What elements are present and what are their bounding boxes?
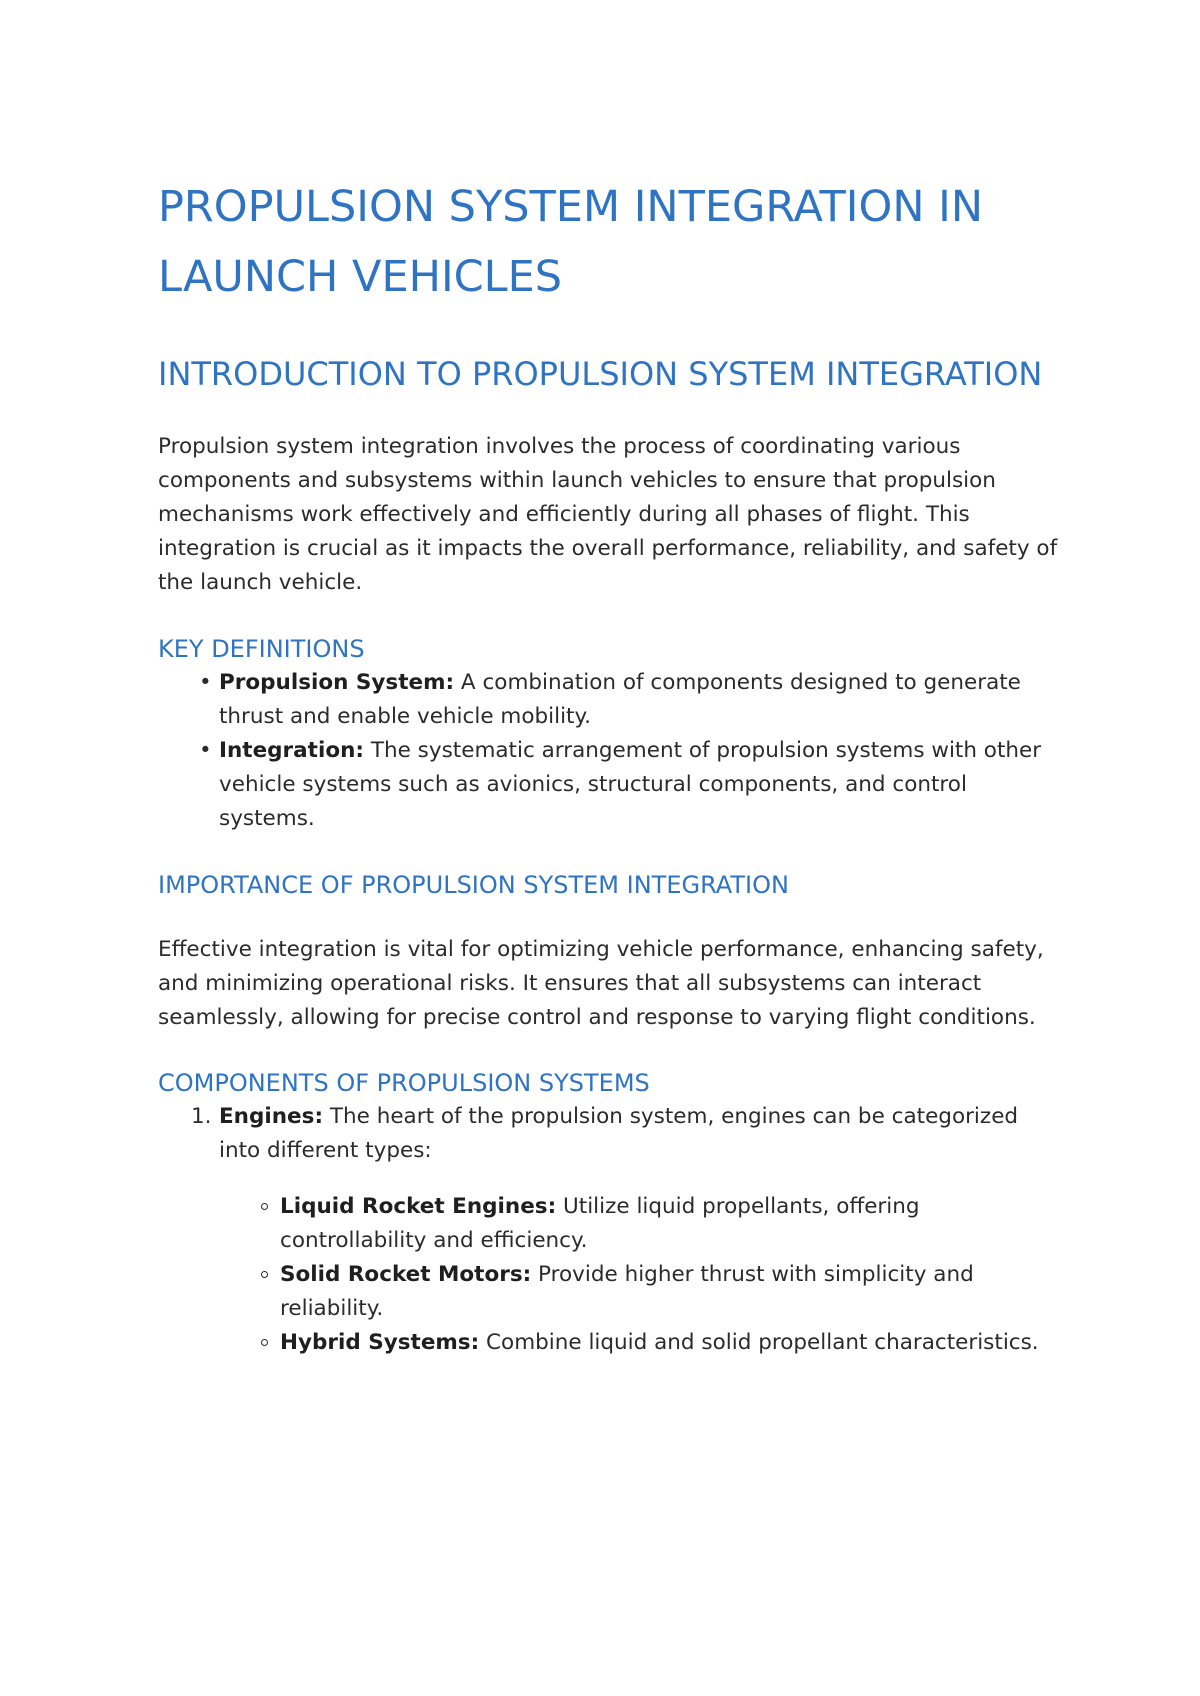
list-number: 1. bbox=[191, 1104, 212, 1129]
circle-bullet-icon bbox=[261, 1271, 268, 1278]
component-text: The heart of the propulsion system, engines can be categorized into different types: bbox=[219, 1104, 1019, 1163]
definitions-list bbox=[158, 666, 1058, 836]
definition-text: A combination of components designed to generate thrust and enable vehicle mobility. bbox=[219, 670, 1021, 729]
component-term: Engines: bbox=[219, 1104, 324, 1129]
definition-text: The systematic arrangement of propulsion systems with other vehicle systems such as avionics, structural components, and control systems. bbox=[219, 738, 1042, 831]
engine-type-term: Hybrid Systems: bbox=[280, 1330, 480, 1355]
circle-bullet-icon bbox=[261, 1339, 268, 1346]
engine-type-term: Liquid Rocket Engines: bbox=[280, 1194, 557, 1219]
bullet-marker: • bbox=[199, 738, 212, 763]
engine-type-text: Provide higher thrust with simplicity and reliability. bbox=[280, 1262, 974, 1321]
components-list bbox=[158, 1100, 1058, 1360]
importance-paragraph: Effective integration is vital for optimizing vehicle performance, enhancing safety, and minimizing operational risks. It ensures that all subsystems can interact seamlessly, allowing for precise control and response to varying flight conditions. bbox=[158, 937, 1044, 1030]
section-heading-introduction: INTRODUCTION TO PROPULSION SYSTEM INTEGRATION bbox=[158, 355, 1043, 393]
definition-term: Propulsion System: bbox=[219, 670, 455, 695]
bullet-marker: • bbox=[199, 670, 212, 695]
engine-types-list bbox=[219, 1190, 1058, 1360]
introduction-paragraph: Propulsion system integration involves the process of coordinating various components and subsystems within launch vehicles to ensure that propulsion mechanisms work effectively and efficiently during all phases of flight. This integration is crucial as it impacts the overall performance, reliability, and safety of the launch vehicle. bbox=[158, 434, 1058, 595]
section-heading-importance: IMPORTANCE OF PROPULSION SYSTEM INTEGRATION bbox=[158, 871, 789, 899]
document-content bbox=[158, 172, 1058, 1360]
definition-item bbox=[158, 666, 1058, 734]
engine-type-item bbox=[219, 1326, 1058, 1360]
section-heading-components: COMPONENTS OF PROPULSION SYSTEMS bbox=[158, 1069, 650, 1097]
engine-type-term: Solid Rocket Motors: bbox=[280, 1262, 532, 1287]
engine-type-text: Combine liquid and solid propellant characteristics. bbox=[479, 1330, 1039, 1355]
definition-term: Integration: bbox=[219, 738, 364, 763]
section-heading-key-definitions: KEY DEFINITIONS bbox=[158, 635, 365, 663]
engine-type-item bbox=[219, 1258, 1058, 1326]
component-item bbox=[158, 1100, 1058, 1360]
circle-bullet-icon bbox=[261, 1203, 268, 1210]
engine-type-item bbox=[219, 1190, 1058, 1258]
definition-item bbox=[158, 734, 1058, 836]
engine-type-text: Utilize liquid propellants, offering controllability and efficiency. bbox=[280, 1194, 920, 1253]
document-title: PROPULSION SYSTEM INTEGRATION IN LAUNCH VEHICLES bbox=[158, 182, 984, 302]
